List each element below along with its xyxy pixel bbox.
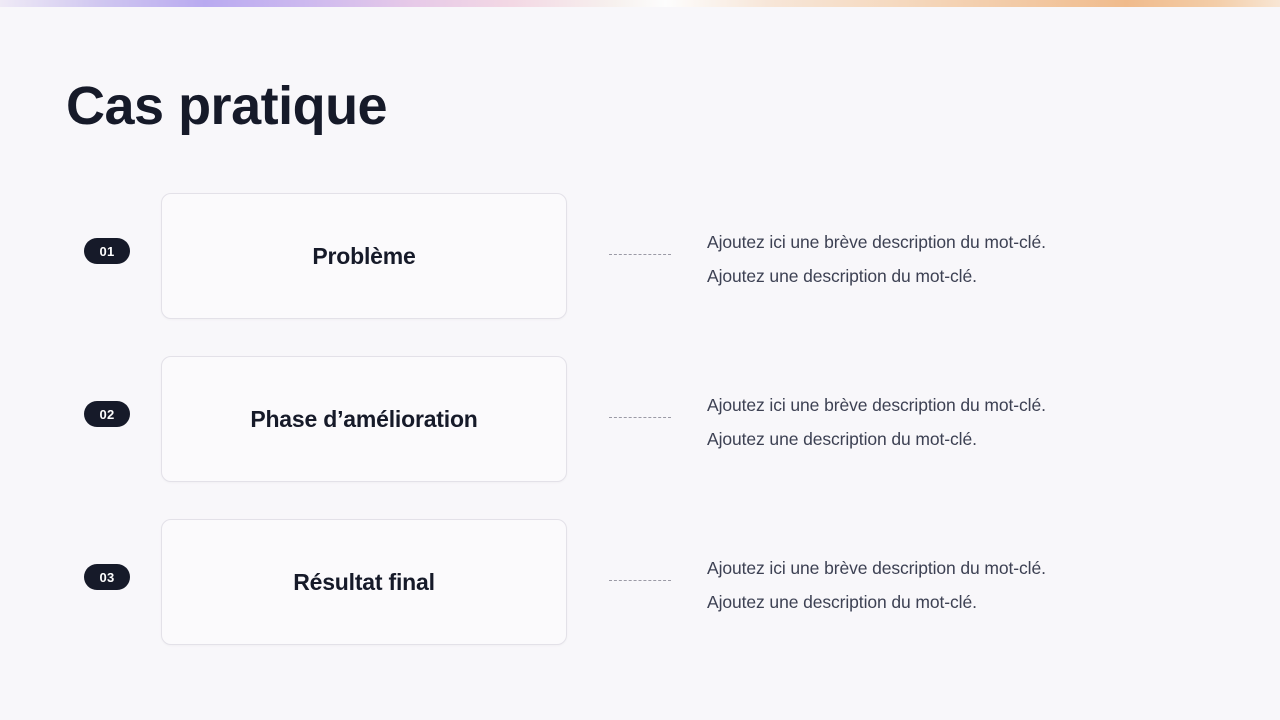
step-description-line-1: Ajoutez ici une brève description du mot-clé. — [707, 558, 1046, 578]
dashed-connector-icon — [609, 580, 671, 582]
step-description — [707, 225, 1177, 293]
list-item — [0, 193, 1280, 354]
step-card[interactable] — [161, 519, 567, 645]
decorative-gradient-bar — [0, 0, 1280, 7]
steps-list — [0, 193, 1280, 682]
step-description-line-1: Ajoutez ici une brève description du mot-clé. — [707, 232, 1046, 252]
list-item — [0, 356, 1280, 517]
step-description — [707, 388, 1177, 456]
step-card-label: Résultat final — [293, 568, 435, 595]
step-card-label: Phase d’amélioration — [250, 405, 478, 432]
step-description-line-1: Ajoutez ici une brève description du mot-clé. — [707, 395, 1046, 415]
step-card[interactable] — [161, 356, 567, 482]
step-number-badge: 03 — [84, 564, 130, 590]
step-description — [707, 551, 1177, 619]
slide-canvas — [0, 7, 1280, 720]
list-item — [0, 519, 1280, 680]
page-title: Cas pratique — [66, 76, 388, 136]
step-card-label: Problème — [312, 242, 416, 269]
step-description-line-2: Ajoutez une description du mot-clé. — [707, 266, 977, 287]
step-description-line-2: Ajoutez une description du mot-clé. — [707, 592, 977, 613]
step-card[interactable] — [161, 193, 567, 319]
dashed-connector-icon — [609, 254, 671, 256]
step-number-badge: 02 — [84, 401, 130, 427]
step-number-badge: 01 — [84, 238, 130, 264]
step-description-line-2: Ajoutez une description du mot-clé. — [707, 429, 977, 450]
dashed-connector-icon — [609, 417, 671, 419]
